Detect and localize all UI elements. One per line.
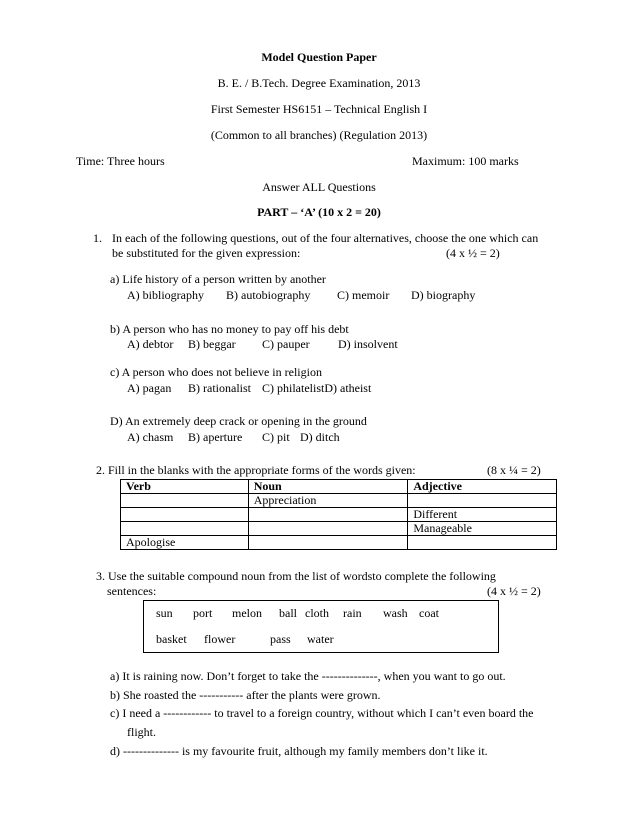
q1c-option: C) philatelistD) atheist [262, 381, 372, 395]
word-item: basket [156, 632, 187, 646]
table-cell [248, 508, 408, 522]
word-item: coat [419, 606, 439, 620]
semester-subject: First Semester HS6151 – Technical English I [210, 102, 428, 116]
q2-marks: (8 x ¼ = 2) [487, 463, 541, 477]
word-item: wash [383, 606, 408, 620]
word-item: ball [279, 606, 297, 620]
q1-text-line1: In each of the following questions, out of the four alternatives, choose the one which can [112, 231, 539, 245]
table-row [121, 536, 557, 550]
q3-text-line1: 3. Use the suitable compound noun from the list of wordsto complete the following [96, 569, 496, 583]
word-item: flower [204, 632, 236, 646]
q1-text-line2: be substituted for the given expression: [112, 246, 301, 260]
q3-text-line2: sentences: [107, 584, 157, 598]
q1b-option: C) pauper [262, 337, 310, 351]
q1b-question: b) A person who has no money to pay off his debt [110, 322, 349, 336]
q3-sentence-d: d) -------------- is my favourite fruit, although my family members don’t like it. [110, 744, 488, 758]
q1a-option: A) bibliography [127, 288, 204, 302]
q3-sentence-c-continued: flight. [127, 725, 156, 739]
q1a-option: B) autobiography [226, 288, 311, 302]
maximum-marks: Maximum: 100 marks [412, 154, 519, 168]
q1b-option: B) beggar [188, 337, 236, 351]
table-row [121, 508, 557, 522]
q3-sentence-b: b) She roasted the ----------- after the plants were grown. [110, 688, 381, 702]
q1d-option: D) ditch [300, 430, 340, 444]
part-heading: PART – ‘A’ (10 x 2 = 20) [257, 205, 381, 219]
q1-number: 1. [93, 231, 102, 245]
table-cell [121, 522, 249, 536]
table-cell: Appreciation [248, 494, 408, 508]
table-cell [408, 536, 557, 550]
q1c-option: A) pagan [127, 381, 172, 395]
word-item: pass [270, 632, 291, 646]
instruction: Answer ALL Questions [262, 180, 376, 194]
q1d-option: B) aperture [188, 430, 243, 444]
q1a-option: C) memoir [337, 288, 390, 302]
table-header-cell: Verb [121, 480, 249, 494]
q1a-option: D) biography [411, 288, 476, 302]
q1-marks: (4 x ½ = 2) [446, 246, 500, 260]
q1d-option: A) chasm [127, 430, 174, 444]
table-cell [248, 536, 408, 550]
q1c-option: B) rationalist [188, 381, 251, 395]
table-cell [121, 508, 249, 522]
q3-sentence-c: c) I need a ------------ to travel to a foreign country, without which I can’t even board the [110, 706, 534, 720]
table-cell [408, 494, 557, 508]
word-list-box [143, 600, 499, 653]
table-cell: Different [408, 508, 557, 522]
table-cell [121, 494, 249, 508]
word-item: water [307, 632, 334, 646]
q1b-option: A) debtor [127, 337, 174, 351]
table-cell: Manageable [408, 522, 557, 536]
word-item: sun [156, 606, 173, 620]
table-row [121, 494, 557, 508]
q3-sentence-a: a) It is raining now. Don’t forget to take the --------------, when you want to go out. [110, 669, 506, 683]
q1c-question: c) A person who does not believe in religion [110, 365, 322, 379]
word-item: cloth [305, 606, 329, 620]
table-cell: Apologise [121, 536, 249, 550]
paper-title: Model Question Paper [261, 50, 377, 64]
q3-marks: (4 x ½ = 2) [487, 584, 541, 598]
table-header-row [121, 480, 557, 494]
q2-text: 2. Fill in the blanks with the appropriate forms of the words given: [96, 463, 416, 477]
table-header-cell: Noun [248, 480, 408, 494]
time-allowed: Time: Three hours [76, 154, 165, 168]
q1b-option: D) insolvent [338, 337, 398, 351]
word-item: melon [232, 606, 262, 620]
table-row [121, 522, 557, 536]
q1d-question: D) An extremely deep crack or opening in the ground [110, 414, 367, 428]
fill-in-table [120, 479, 557, 550]
exam-name: B. E. / B.Tech. Degree Examination, 2013 [217, 76, 421, 90]
word-item: port [193, 606, 213, 620]
table-header-cell: Adjective [408, 480, 557, 494]
word-item: rain [343, 606, 362, 620]
q1a-question: a) Life history of a person written by another [110, 272, 326, 286]
q1d-option: C) pit [262, 430, 290, 444]
regulation-note: (Common to all branches) (Regulation 2013) [210, 128, 428, 142]
table-cell [248, 522, 408, 536]
